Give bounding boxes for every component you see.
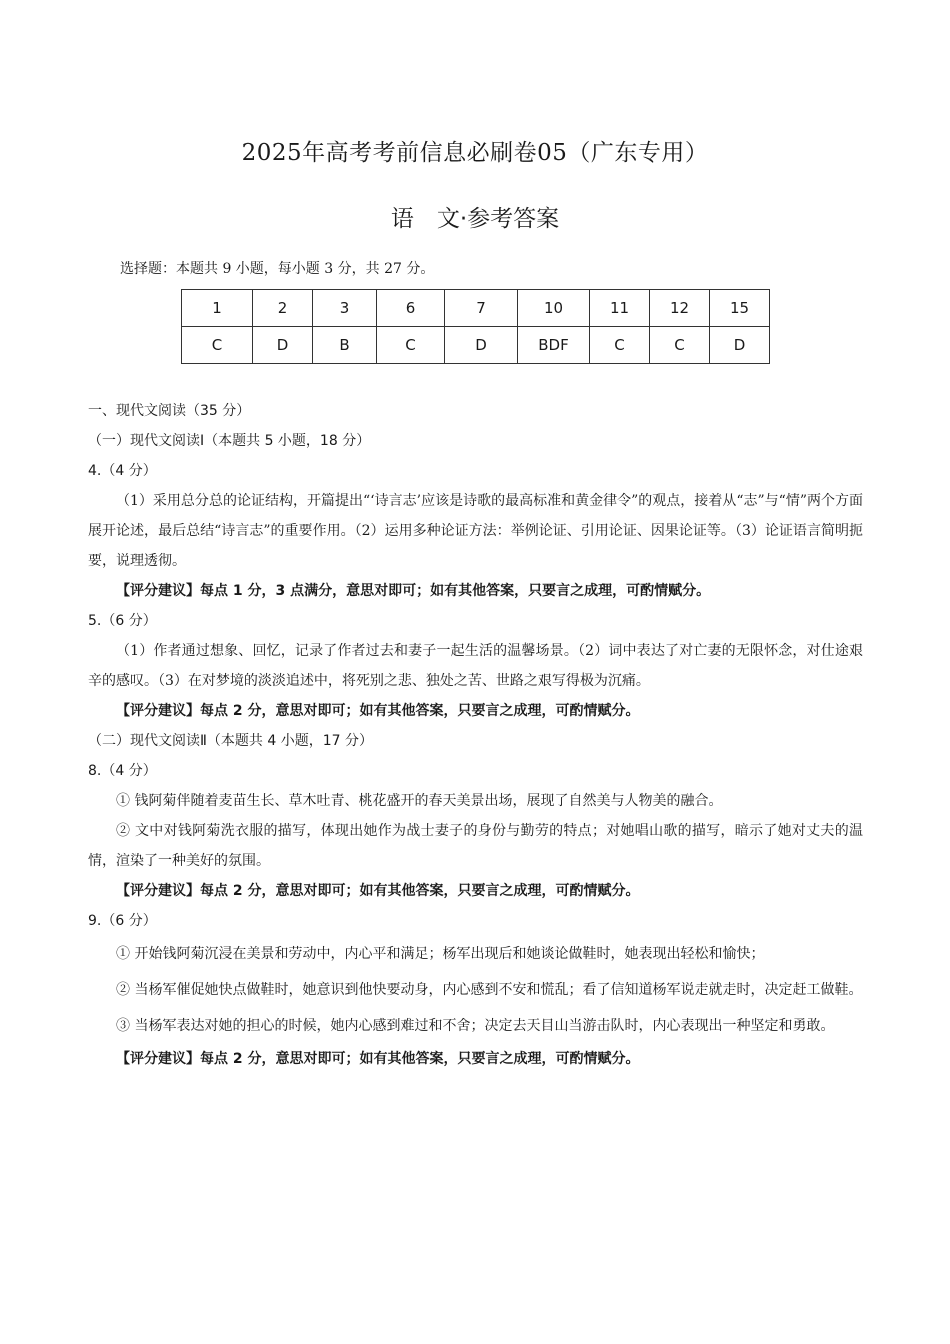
- question-number-cell: 12: [650, 290, 710, 327]
- answer-cell: BDF: [518, 327, 590, 364]
- answer-paragraph: ② 当杨军催促她快点做鞋时，她意识到他快要动身，内心感到不安和慌乱；看了信知道杨军说走就走时，决定赶工做鞋。: [116, 982, 863, 998]
- page-subtitle: [0, 200, 950, 233]
- answer-cell: C: [590, 327, 650, 364]
- question-label: 5.（6 分）: [88, 613, 157, 629]
- answer-paragraph: ① 钱阿菊伴随着麦苗生长、草木吐青、桃花盛开的春天美景出场，展现了自然美与人物美的融合。: [116, 793, 723, 809]
- answer-table: [181, 289, 770, 364]
- answer-paragraph: ③ 当杨军表达对她的担心的时候，她内心感到难过和不舍；决定去天目山当游击队时，内心表现出一种坚定和勇敢。: [116, 1018, 835, 1034]
- question-label: 4.（4 分）: [88, 463, 157, 479]
- answer-cell: B: [313, 327, 377, 364]
- answer-cell: D: [445, 327, 518, 364]
- answer-row: [182, 327, 770, 364]
- question-number-row: [182, 290, 770, 327]
- part-heading: （二）现代文阅读Ⅱ（本题共 4 小题，17 分）: [88, 733, 373, 749]
- question-number-cell: 6: [377, 290, 445, 327]
- scoring-note: 【评分建议】每点 1 分，3 点满分，意思对即可；如有其他答案，只要言之成理，可酌情赋分。: [116, 583, 711, 599]
- section-heading: 一、现代文阅读（35 分）: [88, 403, 251, 419]
- subtitle-text: 语 文·参考答案: [390, 206, 560, 232]
- question-number-cell: 7: [445, 290, 518, 327]
- scoring-note: 【评分建议】每点 2 分，意思对即可；如有其他答案，只要言之成理，可酌情赋分。: [116, 883, 640, 899]
- part-heading: （一）现代文阅读Ⅰ（本题共 5 小题，18 分）: [88, 433, 371, 449]
- answer-cell: D: [710, 327, 770, 364]
- question-number-cell: 3: [313, 290, 377, 327]
- answer-cell: D: [253, 327, 313, 364]
- scoring-note: 【评分建议】每点 2 分，意思对即可；如有其他答案，只要言之成理，可酌情赋分。: [116, 1051, 640, 1067]
- answer-paragraph: ① 开始钱阿菊沉浸在美景和劳动中，内心平和满足；杨军出现后和她谈论做鞋时，她表现出轻松和愉快；: [116, 946, 765, 962]
- answer-paragraph: （1）作者通过想象、回忆，记录了作者过去和妻子一起生活的温馨场景。（2）词中表达了对亡妻的无限怀念，对仕途艰辛的感叹。（3）在对梦境的淡淡追述中，将死别之悲、独处之苦、世路之艰写得极为沉痛。: [88, 643, 863, 689]
- choice-intro: 选择题：本题共 9 小题，每小题 3 分，共 27 分。: [120, 261, 435, 277]
- question-label: 9.（6 分）: [88, 913, 157, 929]
- question-number-cell: 10: [518, 290, 590, 327]
- answer-cell: C: [182, 327, 253, 364]
- answer-body: [88, 396, 863, 1074]
- question-number-cell: 2: [253, 290, 313, 327]
- question-number-cell: 1: [182, 290, 253, 327]
- answer-paragraph: （1）采用总分总的论证结构，开篇提出“‘诗言志’应该是诗歌的最高标准和黄金律令”的观点，接着从“志”与“情”两个方面展开论述，最后总结“诗言志”的重要作用。（2）运用多种论证方法：举例论证、引用论证、因果论证等。（3）论证语言简明扼要，说理透彻。: [88, 493, 863, 569]
- page-title: 2025年高考考前信息必刷卷05（广东专用）: [241, 140, 709, 166]
- answer-cell: C: [377, 327, 445, 364]
- answer-paragraph: ② 文中对钱阿菊洗衣服的描写，体现出她作为战士妻子的身份与勤劳的特点；对她唱山歌的描写，暗示了她对丈夫的温情，渲染了一种美好的氛围。: [88, 823, 863, 869]
- question-label: 8.（4 分）: [88, 763, 157, 779]
- answer-cell: C: [650, 327, 710, 364]
- question-number-cell: 15: [710, 290, 770, 327]
- question-number-cell: 11: [590, 290, 650, 327]
- scoring-note: 【评分建议】每点 2 分，意思对即可；如有其他答案，只要言之成理，可酌情赋分。: [116, 703, 640, 719]
